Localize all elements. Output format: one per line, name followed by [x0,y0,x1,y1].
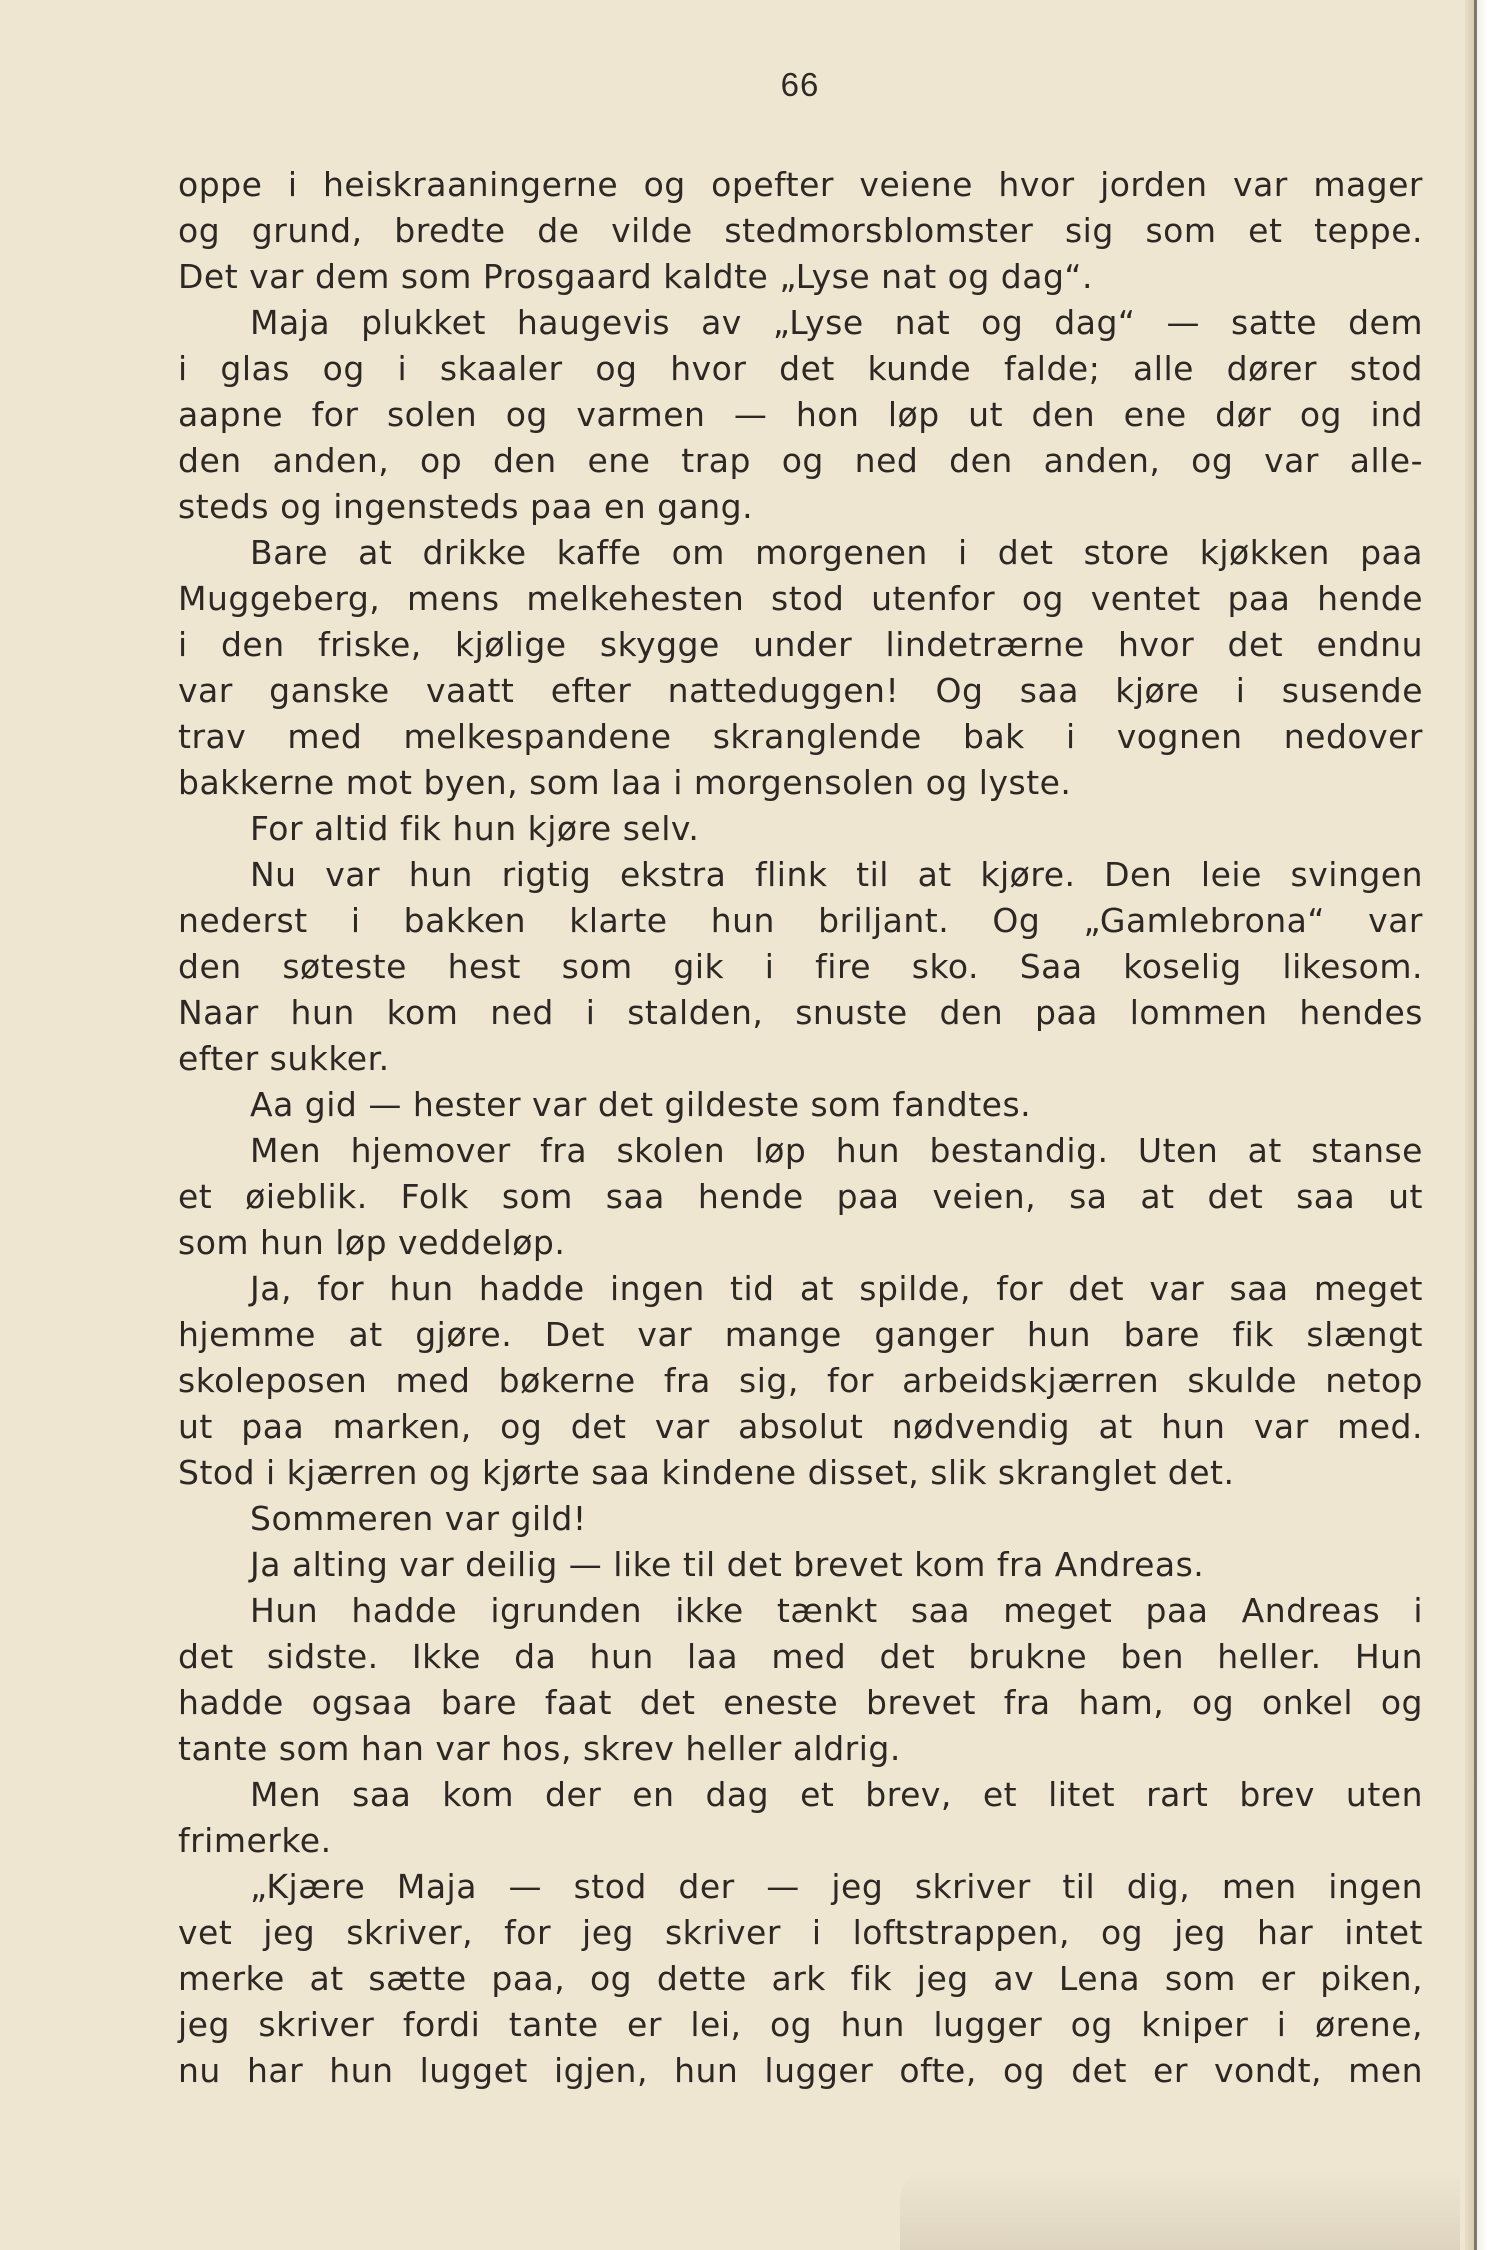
body-text [178,162,1423,2094]
text-line: Sommeren var gild! [250,1499,587,1538]
text-line: i den friske, kjølige skygge under lindetrærne hvor det endnu [178,625,1423,664]
text-line: steds og ingensteds paa en gang. [178,487,754,526]
text-line: Men hjemover fra skolen løp hun bestandig. Uten at stanse [250,1131,1423,1170]
text-line: trav med melkespandene skranglende bak i vognen nedover [178,717,1423,756]
text-line: For altid fik hun kjøre selv. [250,809,700,848]
text-line: Men saa kom der en dag et brev, et litet rart brev uten [250,1775,1423,1814]
text-line: nederst i bakken klarte hun briljant. Og „Gamlebrona“ var [178,901,1423,940]
text-line: Hun hadde igrunden ikke tænkt saa meget paa Andreas i [250,1591,1423,1630]
page-number: 66 [780,66,820,103]
text-line: tante som han var hos, skrev heller aldrig. [178,1729,901,1768]
text-line: den søteste hest som gik i fire sko. Saa koselig likesom. [178,947,1423,986]
text-line: bakkerne mot byen, som laa i morgensolen og lyste. [178,763,1072,802]
text-line: hadde ogsaa bare faat det eneste brevet fra ham, og onkel og [178,1683,1423,1722]
text-line: aapne for solen og varmen — hon løp ut den ene dør og ind [178,395,1423,434]
page-edge-line [1474,0,1477,2250]
text-line: merke at sætte paa, og dette ark fik jeg av Lena som er piken, [178,1959,1423,1998]
text-line: Nu var hun rigtig ekstra flink til at kjøre. Den leie svingen [250,855,1423,894]
text-line: i glas og i skaaler og hvor det kunde falde; alle dører stod [178,349,1423,388]
page-shadow [900,2170,1460,2250]
text-line: og grund, bredte de vilde stedmorsblomster sig som et teppe. [178,211,1423,250]
text-line: Aa gid — hester var det gildeste som fandtes. [250,1085,1032,1124]
text-line: et øieblik. Folk som saa hende paa veien, sa at det saa ut [178,1177,1423,1216]
text-line: nu har hun lugget igjen, hun lugger ofte, og det er vondt, men [178,2051,1423,2090]
text-line: „Kjære Maja — stod der — jeg skriver til dig, men ingen [250,1867,1423,1906]
text-line: Maja plukket haugevis av „Lyse nat og dag“ — satte dem [250,303,1423,342]
text-line: Det var dem som Prosgaard kaldte „Lyse nat og dag“. [178,257,1094,296]
text-line: var ganske vaatt efter natteduggen! Og saa kjøre i susende [178,671,1423,710]
text-line: Bare at drikke kaffe om morgenen i det store kjøkken paa [250,533,1423,572]
text-line: Ja, for hun hadde ingen tid at spilde, for det var saa meget [250,1269,1423,1308]
text-line: Ja alting var deilig — like til det brevet kom fra Andreas. [250,1545,1205,1584]
text-line: vet jeg skriver, for jeg skriver i loftstrappen, og jeg har intet [178,1913,1423,1952]
text-line: ut paa marken, og det var absolut nødvendig at hun var med. [178,1407,1423,1446]
text-line: Stod i kjærren og kjørte saa kindene disset, slik skranglet det. [178,1453,1235,1492]
text-line: oppe i heiskraaningerne og opefter veiene hvor jorden var mager [178,165,1423,204]
text-line: hjemme at gjøre. Det var mange ganger hun bare fik slængt [178,1315,1423,1354]
text-line: Muggeberg, mens melkehesten stod utenfor og ventet paa hende [178,579,1423,618]
text-line: skoleposen med bøkerne fra sig, for arbeidskjærren skulde netop [178,1361,1423,1400]
text-line: som hun løp veddeløp. [178,1223,566,1262]
text-line: den anden, op den ene trap og ned den anden, og var alle- [178,441,1423,480]
text-line: det sidste. Ikke da hun laa med det brukne ben heller. Hun [178,1637,1423,1676]
text-line: frimerke. [178,1821,332,1860]
text-line: Naar hun kom ned i stalden, snuste den paa lommen hendes [178,993,1423,1032]
text-line: jeg skriver fordi tante er lei, og hun lugger og kniper i ørene, [178,2005,1423,2044]
text-line: efter sukker. [178,1039,390,1078]
